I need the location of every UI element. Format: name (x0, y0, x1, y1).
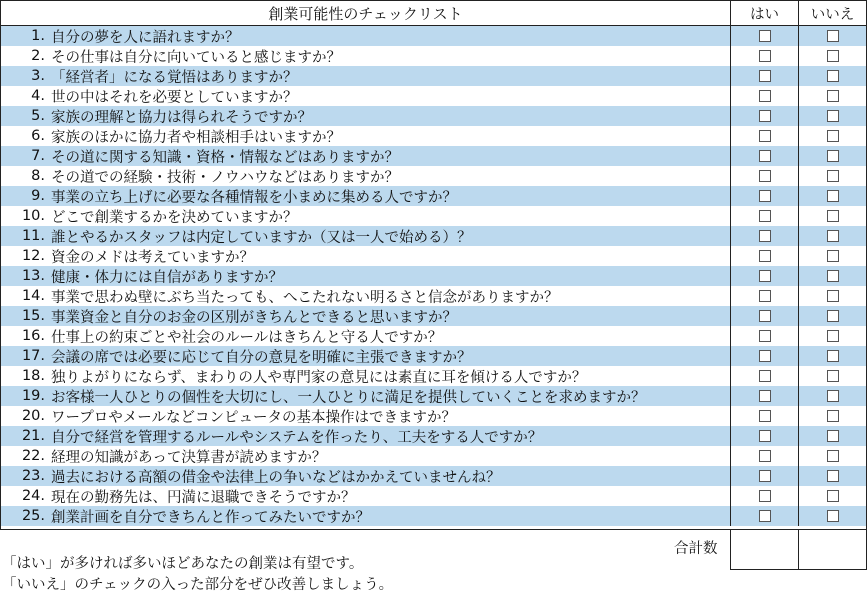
table-row (1, 426, 866, 446)
no-checkbox[interactable] (827, 210, 839, 222)
yes-checkbox[interactable] (759, 330, 771, 342)
no-checkbox[interactable] (827, 310, 839, 322)
yes-cell (731, 46, 799, 66)
table-row (1, 446, 866, 466)
question-text: どこで創業するかを決めていますか？ (51, 209, 298, 226)
table-row (1, 366, 866, 386)
no-checkbox[interactable] (827, 390, 839, 402)
no-cell (799, 386, 866, 406)
yes-checkbox[interactable] (759, 150, 771, 162)
question-cell (1, 346, 731, 366)
yes-checkbox[interactable] (759, 130, 771, 142)
footer-note-1: 「はい」が多ければ多いほどあなたの創業は有望です。 (2, 556, 364, 572)
table-row (1, 386, 866, 406)
yes-cell (731, 66, 799, 86)
no-cell (799, 266, 866, 286)
no-cell (799, 146, 866, 166)
no-checkbox[interactable] (827, 50, 839, 62)
no-cell (799, 226, 866, 246)
question-text: 会議の席では必要に応じて自分の意見を明確に主張できますか？ (51, 349, 472, 366)
table-row (1, 306, 866, 326)
yes-cell (731, 186, 799, 206)
question-number: 11. (21, 228, 45, 244)
no-cell (799, 286, 866, 306)
table-row (1, 126, 866, 146)
question-cell (1, 466, 731, 486)
question-number: 9. (31, 188, 45, 204)
yes-cell (731, 406, 799, 426)
question-cell (1, 446, 731, 466)
footer-note-2: 「いいえ」のチェックの入った部分をぜひ改善しましょう。 (2, 577, 394, 593)
question-cell (1, 386, 731, 406)
question-number: 23. (21, 468, 45, 484)
no-checkbox[interactable] (827, 350, 839, 362)
question-cell (1, 226, 731, 246)
yes-cell (731, 246, 799, 266)
no-checkbox[interactable] (827, 230, 839, 242)
yes-cell (731, 106, 799, 126)
question-number: 16. (21, 328, 45, 344)
question-cell (1, 86, 731, 106)
question-text: その道での経験・技術・ノウハウなどはありますか？ (51, 169, 399, 186)
question-text: 仕事上の約束ごとや社会のルールはきちんと守る人ですか？ (51, 329, 443, 346)
yes-cell (731, 126, 799, 146)
question-text: 自分で経営を管理するルールやシステムを作ったり、工夫をする人ですか？ (51, 429, 543, 446)
no-checkbox[interactable] (827, 150, 839, 162)
no-checkbox[interactable] (827, 70, 839, 82)
question-text: 健康・体力には自信がありますか？ (51, 269, 283, 286)
no-checkbox[interactable] (827, 110, 839, 122)
yes-checkbox[interactable] (759, 390, 771, 402)
question-number: 12. (21, 248, 45, 264)
table-row (1, 206, 866, 226)
question-text: 家族のほかに協力者や相談相手はいますか？ (51, 129, 341, 146)
question-text: 現在の勤務先は、円満に退職できそうですか？ (51, 489, 356, 506)
table-row (1, 506, 866, 526)
table-row (1, 106, 866, 126)
yes-cell (731, 366, 799, 386)
no-checkbox[interactable] (827, 270, 839, 282)
question-text: 自分の夢を人に語れますか？ (51, 29, 240, 46)
question-number: 14. (21, 288, 45, 304)
question-number: 2. (31, 48, 45, 64)
no-checkbox[interactable] (827, 190, 839, 202)
question-number: 19. (21, 388, 45, 404)
total-no-field[interactable] (799, 530, 866, 569)
question-number: 3. (31, 68, 45, 84)
table-row (1, 346, 866, 366)
table-header-row (1, 1, 866, 26)
yes-cell (731, 146, 799, 166)
table-row (1, 66, 866, 86)
no-checkbox[interactable] (827, 470, 839, 482)
yes-cell (731, 86, 799, 106)
question-cell (1, 206, 731, 226)
no-checkbox[interactable] (827, 490, 839, 502)
no-cell (799, 346, 866, 366)
question-cell (1, 66, 731, 86)
yes-cell (731, 266, 799, 286)
no-checkbox[interactable] (827, 170, 839, 182)
total-label: 合計数 (674, 541, 718, 557)
table-row (1, 266, 866, 286)
question-text: 事業の立ち上げに必要な各種情報を小まめに集める人ですか？ (51, 189, 457, 206)
question-cell (1, 306, 731, 326)
table-row (1, 406, 866, 426)
no-cell (799, 126, 866, 146)
question-number: 13. (21, 268, 45, 284)
yes-cell (731, 286, 799, 306)
no-checkbox[interactable] (827, 430, 839, 442)
yes-checkbox[interactable] (759, 90, 771, 102)
yes-checkbox[interactable] (759, 50, 771, 62)
yes-checkbox[interactable] (759, 230, 771, 242)
question-number: 7. (31, 148, 45, 164)
question-number: 18. (21, 368, 45, 384)
yes-cell (731, 306, 799, 326)
yes-checkbox[interactable] (759, 370, 771, 382)
question-text: 家族の理解と協力は得られそうですか？ (51, 109, 312, 126)
question-text: その道に関する知識・資格・情報などはありますか？ (51, 149, 399, 166)
no-column-header: いいえ (810, 6, 855, 23)
question-number: 4. (31, 88, 45, 104)
no-cell (799, 46, 866, 66)
total-yes-field[interactable] (731, 530, 799, 569)
table-row (1, 486, 866, 506)
header-title-cell (1, 1, 731, 25)
yes-checkbox[interactable] (759, 490, 771, 502)
table-row (1, 246, 866, 266)
yes-cell (731, 386, 799, 406)
no-cell (799, 186, 866, 206)
no-checkbox[interactable] (827, 90, 839, 102)
question-cell (1, 126, 731, 146)
table-row (1, 26, 866, 46)
yes-cell (731, 346, 799, 366)
question-number: 22. (21, 448, 45, 464)
no-cell (799, 366, 866, 386)
question-cell (1, 26, 731, 46)
question-cell (1, 186, 731, 206)
no-checkbox[interactable] (827, 30, 839, 42)
question-cell (1, 286, 731, 306)
no-cell (799, 426, 866, 446)
question-text: 創業計画を自分できちんと作ってみたいですか？ (51, 509, 370, 526)
no-cell (799, 506, 866, 526)
yes-cell (731, 466, 799, 486)
no-checkbox[interactable] (827, 290, 839, 302)
question-number: 10. (21, 208, 45, 224)
question-cell (1, 326, 731, 346)
question-cell (1, 506, 731, 526)
yes-cell (731, 446, 799, 466)
question-text: 誰とやるかスタッフは内定していますか（又は一人で始める）？ (51, 229, 472, 246)
yes-checkbox[interactable] (759, 470, 771, 482)
yes-checkbox[interactable] (759, 410, 771, 422)
yes-checkbox[interactable] (759, 510, 771, 522)
question-number: 17. (21, 348, 45, 364)
question-text: お客様一人ひとりの個性を大切にし、一人ひとりに満足を提供していくことを求めますか？ (51, 389, 646, 406)
table-row (1, 186, 866, 206)
yes-checkbox[interactable] (759, 190, 771, 202)
no-checkbox[interactable] (827, 330, 839, 342)
yes-checkbox[interactable] (759, 290, 771, 302)
question-number: 25. (21, 508, 45, 524)
yes-checkbox[interactable] (759, 350, 771, 362)
no-cell (799, 206, 866, 226)
yes-checkbox[interactable] (759, 450, 771, 462)
table-row (1, 86, 866, 106)
question-number: 15. (21, 308, 45, 324)
no-cell (799, 166, 866, 186)
question-cell (1, 106, 731, 126)
table-row (1, 466, 866, 486)
header-yes-cell (731, 1, 799, 25)
no-cell (799, 486, 866, 506)
question-cell (1, 46, 731, 66)
header-no-cell (799, 1, 866, 25)
question-number: 21. (21, 428, 45, 444)
question-number: 1. (31, 28, 45, 44)
question-cell (1, 486, 731, 506)
yes-checkbox[interactable] (759, 30, 771, 42)
no-checkbox[interactable] (827, 370, 839, 382)
question-text: ワープロやメールなどコンピュータの基本操作はできますか？ (51, 409, 456, 426)
table-row (1, 326, 866, 346)
yes-checkbox[interactable] (759, 270, 771, 282)
no-checkbox[interactable] (827, 130, 839, 142)
yes-cell (731, 486, 799, 506)
question-text: 事業資金と自分のお金の区別がきちんとできると思いますか？ (51, 309, 457, 326)
no-cell (799, 306, 866, 326)
question-text: その仕事は自分に向いていると感じますか？ (51, 49, 341, 66)
no-cell (799, 106, 866, 126)
no-cell (799, 406, 866, 426)
question-cell (1, 146, 731, 166)
yes-checkbox[interactable] (759, 70, 771, 82)
no-checkbox[interactable] (827, 450, 839, 462)
question-number: 5. (31, 108, 45, 124)
question-text: 過去における高額の借金や法律上の争いなどはかかえていませんね？ (51, 469, 501, 486)
no-cell (799, 66, 866, 86)
no-cell (799, 26, 866, 46)
no-cell (799, 326, 866, 346)
no-checkbox[interactable] (827, 250, 839, 262)
question-number: 24. (21, 488, 45, 504)
yes-cell (731, 166, 799, 186)
table-row (1, 286, 866, 306)
total-box (730, 529, 867, 570)
no-checkbox[interactable] (827, 510, 839, 522)
question-cell (1, 266, 731, 286)
question-cell (1, 406, 731, 426)
question-text: 世の中はそれを必要としていますか？ (51, 89, 298, 106)
question-cell (1, 166, 731, 186)
question-number: 8. (31, 168, 45, 184)
question-number: 6. (31, 128, 45, 144)
question-cell (1, 426, 731, 446)
question-text: 資金のメドは考えていますか？ (51, 249, 254, 266)
table-row (1, 46, 866, 66)
table-row (1, 166, 866, 186)
no-cell (799, 86, 866, 106)
yes-cell (731, 506, 799, 526)
question-text: 事業で思わぬ壁にぶち当たっても、へこたれない明るさと信念がありますか？ (51, 289, 559, 306)
checklist-title: 創業可能性のチェックリスト (268, 4, 463, 23)
question-text: 経理の知識があって決算書が読めますか？ (51, 449, 327, 466)
no-cell (799, 246, 866, 266)
no-checkbox[interactable] (827, 410, 839, 422)
yes-cell (731, 426, 799, 446)
yes-cell (731, 226, 799, 246)
table-row (1, 146, 866, 166)
no-cell (799, 446, 866, 466)
yes-cell (731, 26, 799, 46)
yes-checkbox[interactable] (759, 210, 771, 222)
question-number: 20. (21, 408, 45, 424)
yes-checkbox[interactable] (759, 310, 771, 322)
yes-checkbox[interactable] (759, 250, 771, 262)
yes-cell (731, 326, 799, 346)
yes-checkbox[interactable] (759, 110, 771, 122)
question-text: 独りよがりにならず、まわりの人や専門家の意見には素直に耳を傾ける人ですか？ (51, 369, 587, 386)
question-text: 「経営者」になる覚悟はありますか？ (51, 69, 298, 86)
yes-checkbox[interactable] (759, 430, 771, 442)
question-cell (1, 366, 731, 386)
no-cell (799, 466, 866, 486)
yes-cell (731, 206, 799, 226)
yes-column-header: はい (750, 6, 779, 23)
table-row (1, 226, 866, 246)
yes-checkbox[interactable] (759, 170, 771, 182)
question-cell (1, 246, 731, 266)
